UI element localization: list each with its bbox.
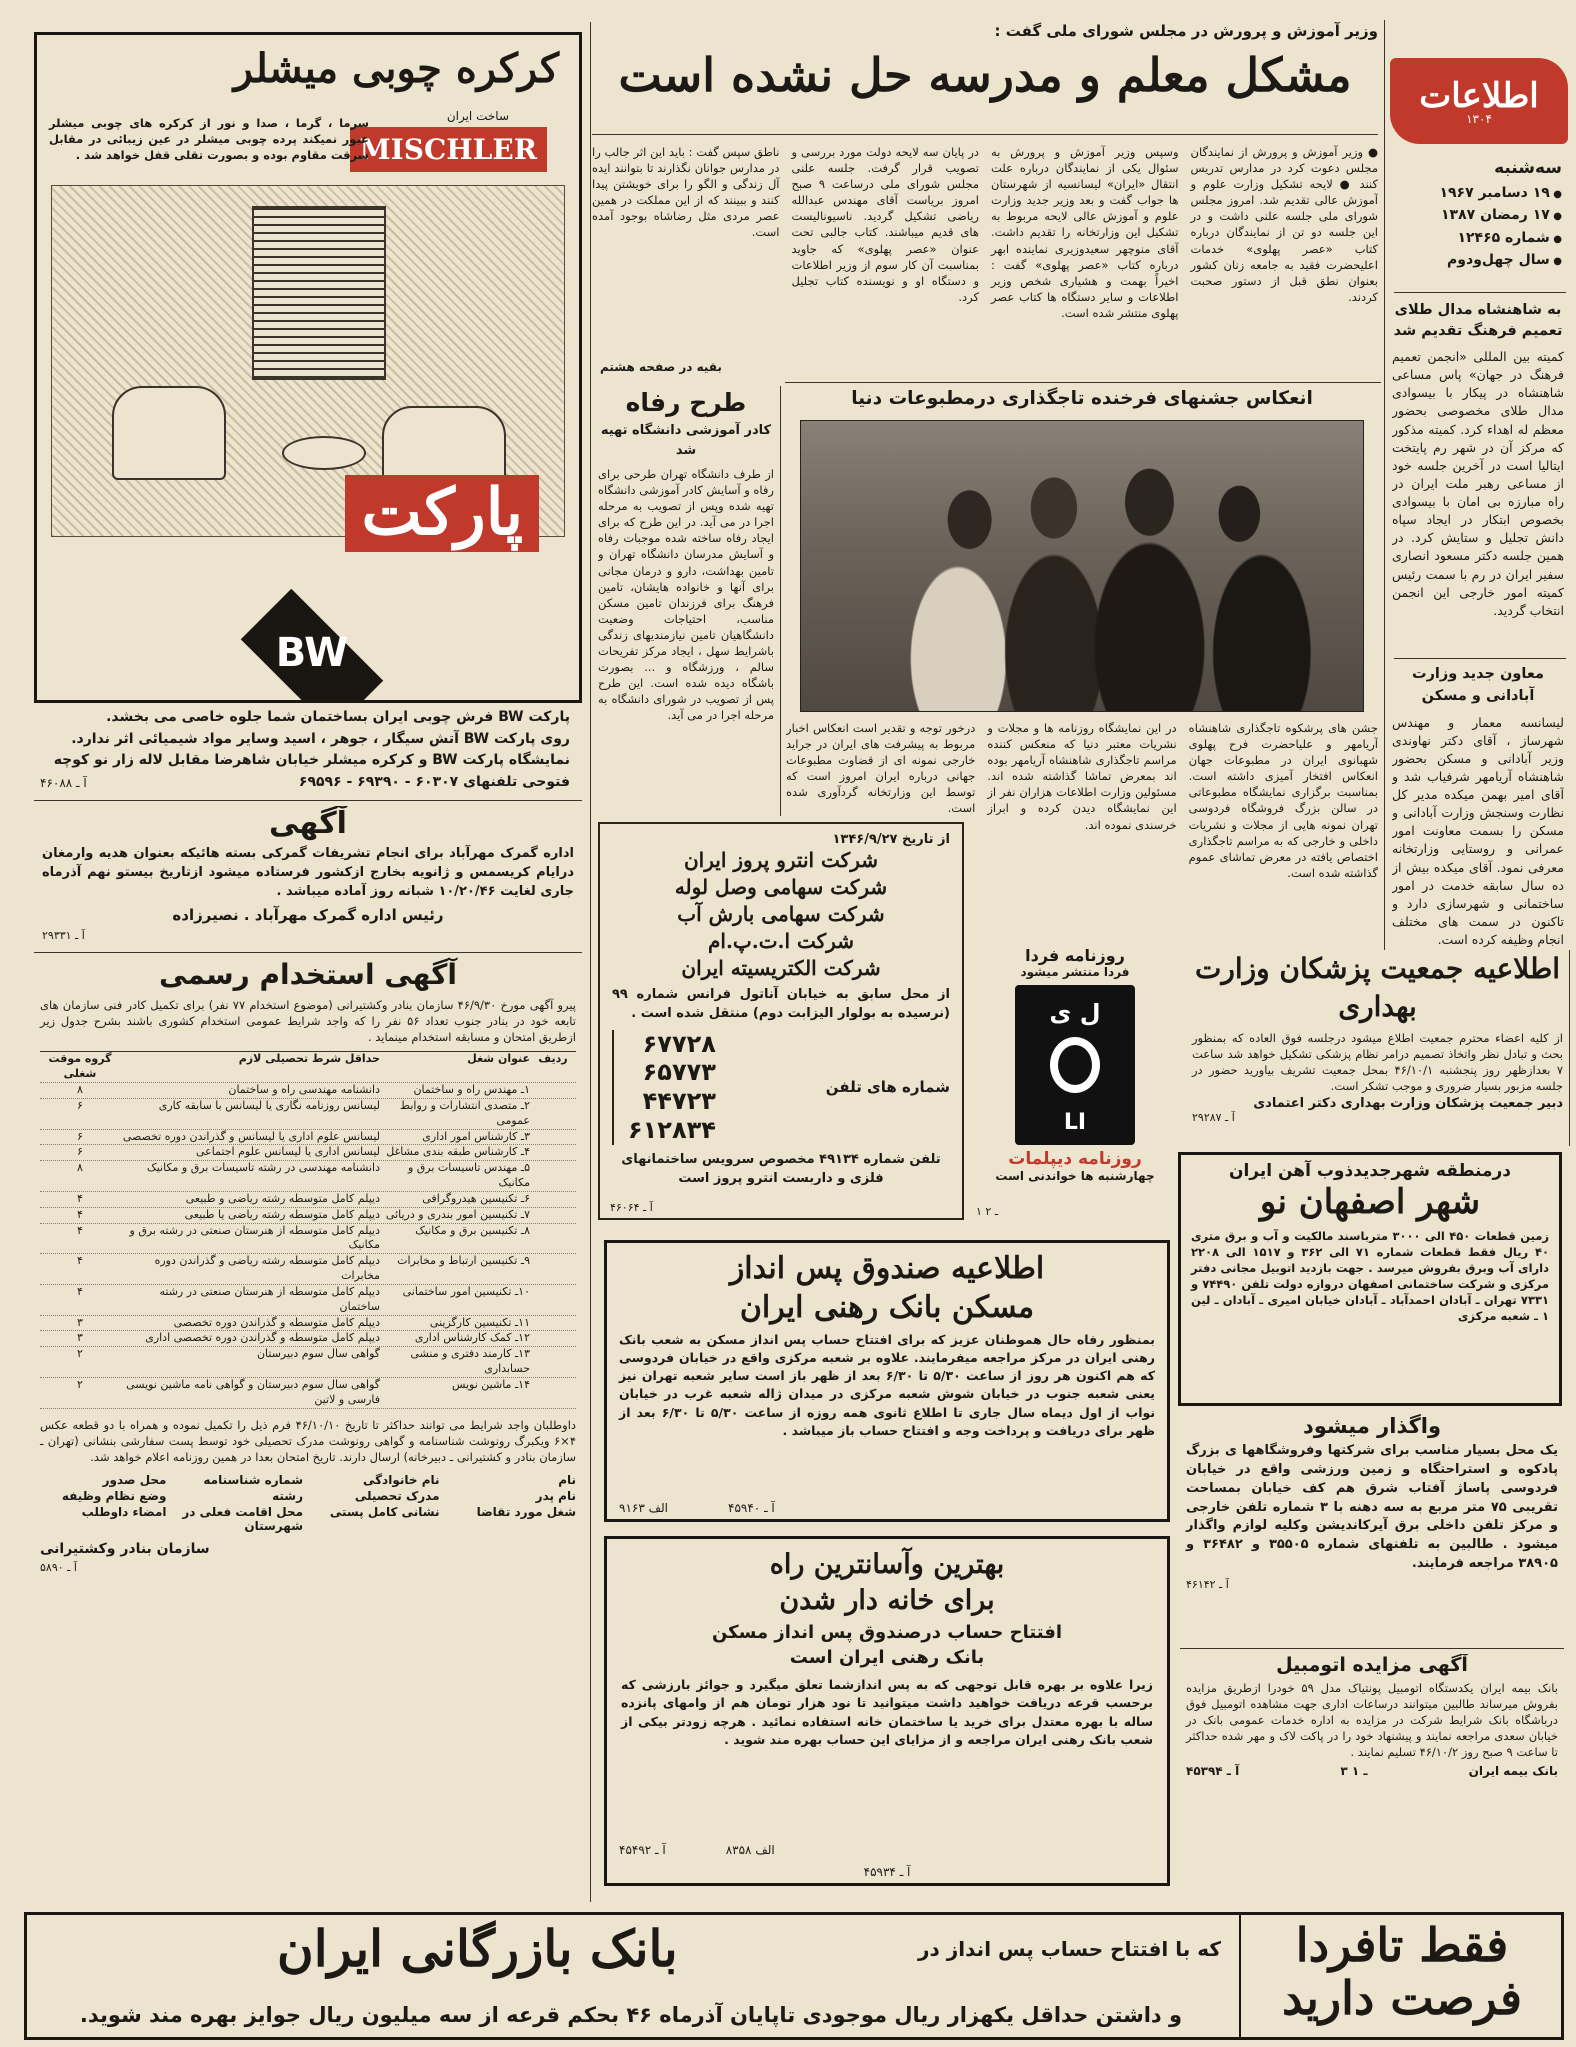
table-row: [40, 1145, 576, 1161]
col-title: عنوان شغل: [467, 1052, 530, 1066]
bank-best-title2: برای خانه دار شدن: [779, 1585, 995, 1617]
table-row: [40, 1285, 576, 1316]
job-req: دیپلم کامل متوسطه و گذراندن دوره تخصصی: [173, 1315, 380, 1329]
table-row: [40, 1331, 576, 1347]
lease-ad: [1180, 1414, 1564, 1646]
welfare-body: از طرف دانشگاه تهران طرحی برای رفاه و آسایش کادر آموزشی دانشگاه تهیه شده وپس از تصویب به مرحله اجرا در می آید. در این طرح که برای ایجاد رفاه ساخته شده موجبات رفاه و آسایش مدرسان دانشگاه تهران و تامین بهداشت، دارو و درمان مجانی برای آنها و خانواده هایشان، تامین فرهنگ برای فرزندان تامین مسکن مناسب، احتیاجات وضعیت دانشگاهیان تامین نیازمندیهای زندگی باشرایط سهل ، ایجاد مرکز تفریحات سالم ، ورزشگاه و ... بصورت باشگاه دیده شده است. این طرح پس از تصویب در شورای دانشگاه به مرحله اجرا در می آید.: [598, 467, 774, 723]
table-row: [40, 1192, 576, 1208]
employment-form: [40, 1473, 576, 1533]
job-title: ۱ـ مهندس راه و ساختمان: [413, 1082, 530, 1096]
issue-day: سه‌شنبه: [1494, 158, 1562, 178]
doctors-sign: دبیر جمعیت پزشکان وزارت بهداری دکتر اعتمادی: [1253, 1095, 1563, 1111]
job-req: دیپلم کامل متوسطه و گذراندن دوره تخصصی اداری: [145, 1331, 380, 1345]
job-grp: ۴: [77, 1191, 83, 1205]
customs-title: آگهی: [269, 806, 347, 841]
company-name: شرکت الکتریسیته ایران: [681, 956, 881, 980]
employment-ad: [34, 956, 582, 1896]
job-title: ۱۱ـ تکنیسین کارگزینی: [429, 1315, 530, 1329]
medal-article: [1392, 300, 1564, 650]
form-field: مدرک تحصیلی: [354, 1488, 440, 1503]
table-row: [40, 1347, 576, 1378]
auction-body: بانک بیمه ایران یکدستگاه اتومبیل پونتیاک مدل ۵۹ خودرا ازطریق مزایده بفروش میرساند طالبین میتوانند درساعات اداری جهت مشاهده اتومبیل فوق درباشگاه بانک شرایط شرکت در مزایده به اداره خدمات عمومی بانک در خیابان سعدی مراجعه نمایند و پیشنهاد خود را در پاکت لاک و مهر شده حداکثر تا ساعت ۹ صبح روز ۴۶/۱۰/۲ تسلیم نمایند .: [1186, 1681, 1558, 1760]
company-name: شرکت سهامی بارش آب: [677, 902, 885, 926]
mischler-footer-l3: نمایشگاه پارکت BW و کرکره میشلر خیابان شاهرضا مقابل لاله زار نو کوچه: [53, 752, 570, 769]
lease-ref: آ ـ ۴۶۱۴۲: [1186, 1577, 1229, 1591]
job-title: ۱۰ـ تکنیسین امور ساختمانی: [402, 1284, 530, 1298]
bazargani-deadline: [1257, 1919, 1547, 2025]
issue-date-gregorian: ● ۱۹ دسامبر ۱۹۶۷: [1392, 182, 1562, 204]
masthead-logo-text: اطلاعات: [1419, 76, 1539, 116]
deputy-body: لیسانسه معمار و مهندس شهرساز ، آقای دکتر نهاوندی وزیر آبادانی و مسکن بحضور شاهنشاه آریامهر شرفیاب شد و آقای امیر بهمن میکده مدیر کل نظارت وسنجش وزارت آبادانی و مسکن را بسمت معاونت امور عمرانی و روستایی وزارتخانه معرفی نمود. آقای میکده بیش از ده سال سابقه خدمت در امور ساختمانی و شهرسازی دارد و تاکنون در سمت های مختلف انجام وظیفه کرده است.: [1392, 714, 1564, 947]
phone-number: ۶۷۷۲۸: [642, 1029, 716, 1058]
mischler-made-in: ساخت ایران: [446, 109, 509, 123]
bw-logo-text: BW: [275, 630, 349, 676]
bank-notice-title2: مسکن بانک رهنی ایران: [739, 1290, 1035, 1325]
diplomat-ad: [972, 946, 1178, 1220]
employment-notes: داوطلبان واجد شرایط می توانند حداکثر تا تاریخ ۴۶/۱۰/۱۰ فرم ذیل را تکمیل نموده و همراه با دو قطعه عکس ۴×۶ ویکبرگ رونوشت شناسنامه و گواهی رونوشت مدرک تحصیلی خود توسط پست سفارشی بنشانی (تهران ـ سازمان بنادر و کشتیرانی ـ دبیرخانه) ارسال دارند. تاریخ امتحان بعدا در همین روزنامه اعلام خواهد شد.: [40, 1417, 577, 1464]
job-title: ۳ـ کارشناس امور اداری: [422, 1129, 530, 1143]
form-field: وضع نظام وظیفه: [61, 1488, 167, 1503]
isfahan-kicker: درمنطقه شهرجدیدذوب آهن ایران: [1228, 1161, 1512, 1181]
medal-title: به شاهنشاه مدال طلای تعمیم فرهنگ تقدیم شد: [1393, 302, 1563, 340]
diplomat-logo-mark: [1050, 1037, 1100, 1093]
job-req: دیپلم کامل متوسطه از هنرستان صنعتی در رشته برق و مکانیک: [129, 1223, 380, 1252]
intourist-ref: آ ـ ۴۶۰۶۴: [610, 1201, 653, 1214]
job-title: ۱۴ـ ماشین نویس: [451, 1378, 530, 1391]
form-field: رشته: [272, 1488, 303, 1503]
job-grp: ۳: [77, 1331, 83, 1345]
job-req: دانشنامه مهندسی راه و ساختمان: [228, 1082, 380, 1096]
job-title: ۱۲ـ کمک کارشناس اداری: [414, 1331, 530, 1345]
employment-table: [40, 1051, 576, 1408]
lead-article: [592, 22, 1378, 378]
lease-title: واگذار میشود: [1302, 1414, 1442, 1438]
job-grp: ۳: [77, 1315, 83, 1329]
form-field: نام پدر: [535, 1488, 576, 1503]
diplomat-sub: فردا منتشر میشود: [1020, 965, 1130, 979]
customs-ref: آ ـ ۲۹۳۳۱: [42, 929, 85, 942]
job-req: دیپلم کامل متوسطه رشته ریاضی و طبیعی: [185, 1191, 380, 1205]
job-req: لیسانس علوم اداری یا لیسانس و گذراندن دوره تخصصی: [122, 1129, 380, 1143]
bazargani-bank-name: بانک بازرگانی ایران: [277, 1919, 678, 1978]
form-field: محل اقامت فعلی در شهرستان: [182, 1504, 303, 1533]
intourist-phones: [612, 1030, 950, 1145]
job-title: ۲ـ متصدی انتشارات و روابط عمومی: [399, 1098, 530, 1127]
col-row: ردیف: [538, 1052, 568, 1066]
bank-best-ref: آ ـ ۴۵۴۹۲: [619, 1843, 666, 1857]
employment-table-header: [40, 1052, 576, 1083]
mischler-footer-l2: روی پارکت BW آتش سیگار ، جوهر ، اسید وسایر مواد شیمیائی اثر ندارد.: [71, 730, 570, 747]
bazargani-left-l2: فرصت دارید: [1281, 1970, 1523, 2025]
lead-kicker: وزیر آموزش و پرورش در مجلس شورای ملی گفت :: [994, 22, 1378, 40]
bank-notice-title1: اطلاعیه صندوق پس انداز: [729, 1251, 1045, 1286]
doctors-ref: آ ـ ۲۹۲۸۷: [1192, 1110, 1235, 1124]
auction-title: آگهی مزایده اتومبیل: [1276, 1654, 1468, 1676]
table-row: [40, 1161, 576, 1192]
customs-sign: رئیس اداره گمرک مهرآباد . نصیرزاده: [172, 905, 444, 924]
mischler-ref: آ ـ ۴۶۰۸۸: [40, 776, 87, 790]
jubilee-col3: درخور توجه و تقدیر است انعکاس اخبار مربوط به پیشرفت های ایران در جراید خارجی نمونه ای از قضاوت مطبوعات جهانی درباره ایران امروز است که توسط این وزارتخانه گردآوری شده است.: [786, 721, 976, 816]
employment-title: آگهی استخدام رسمی: [159, 958, 457, 991]
job-req: گواهی سال سوم دبیرستان: [256, 1347, 380, 1361]
job-title: ۷ـ تکنیسین امور بندری و دریائی: [385, 1207, 530, 1221]
job-title: ۴ـ کارشناس طبقه بندی مشاغل: [386, 1145, 530, 1159]
form-field: امضاء داوطلب: [81, 1504, 167, 1519]
phone-number: ۴۴۷۲۳: [642, 1087, 716, 1116]
job-grp: ۴: [77, 1254, 83, 1268]
bazargani-mid-top: که با افتتاح حساب پس انداز در: [918, 1937, 1221, 1961]
company-name: شرکت سهامی وصل لوله: [674, 875, 888, 899]
mischler-text: سرما ، گرما ، صدا و نور از کرکره های چوبی میشلر عبور نمیکند پرده چوبی میشلر در عین زیبائی در مقابل سرقت مقاوم بوده و بصورت تقلی قفل خواهد شد .: [49, 116, 369, 163]
customs-body: اداره گمرک مهرآباد برای انجام تشریفات گمرکی بسته هائیکه بعنوان هدیه وارمغان درایام کریسمس و ژانویه بخارج ازکشور فرستاده میشود ازتاریخ بیستو نهم آذرماه جاری لغایت ۱۰/۲۰/۴۶ شبانه روز آماده میباشد .: [42, 846, 574, 899]
job-grp: ۴: [77, 1284, 83, 1298]
deputy-title: معاون جدید وزارت آبادانی و مسکن: [1412, 666, 1544, 704]
bazargani-left-l1: فقط تافردا: [1295, 1918, 1509, 1972]
diplomat-brand: روزنامه دیپلمات: [1008, 1149, 1142, 1169]
isfahan-title: شهر اصفهان نو: [1259, 1182, 1481, 1222]
col-req: حداقل شرط تحصیلی لازم: [238, 1052, 380, 1066]
lead-headline: مشکل معلم و مدرسه حل نشده است: [618, 48, 1352, 102]
diplomat-ref: ۱ ـ ۲: [976, 1205, 999, 1218]
job-grp: ۲: [77, 1378, 83, 1391]
issue-dates: [1392, 182, 1562, 272]
employment-sign: سازمان بنادر وکشتیرانی: [40, 1540, 210, 1557]
lease-body: یک محل بسیار مناسب برای شرکتها وفروشگاهها ی بزرگ پادکوه و استراحتگاه و زمین ورزشی واقع در خیابان فردوسی پاساژ آفتاب شرق هم کف خیابان بمساحت تقریبی ۷۵ متر مربع به سه دهنه با ۳ شماره تلفن خارجی و مرکز تلفن داخلی برق آیرکاندیشن وکلیه لوازم واگذار میشود . طالبین به تلفنهای شماره ۳۵۵۰۵ و ۳۶۴۸۲ و ۳۸۹۰۵ مراجعه فرمایند.: [1186, 1443, 1558, 1572]
diplomat-tag: چهارشنبه ها خواندنی است: [995, 1169, 1155, 1183]
job-title: ۹ـ تکنیسین ارتباط و مخابرات: [397, 1254, 530, 1268]
job-grp: ۶: [77, 1145, 83, 1159]
table-row: [40, 1378, 576, 1409]
bazargani-bottom: و داشتن حداقل یکهزار ریال موجودی تاپایان آذرماه ۴۶ بحکم قرعه از سه میلیون ریال جوایز بهره مند شوید.: [79, 2003, 1183, 2027]
doctors-body: از کلیه اعضاء محترم جمعیت اطلاع میشود درجلسه فوق العاده که بمنظور بحث و تبادل نظر واتخاذ تصمیم درامر نظام پزشکی تشکیل خواهد شد ساعت ۷ بعدازظهر روز پنجشنبه ۴۶/۱۰/۱ بمحل جمعیت تشریف بیاورید حضور در جلسه مزبور بسیار ضروری و موجب تشکر است.: [1192, 1030, 1563, 1093]
mischler-footer-l4: فتوحی تلفنهای ۶۰۳۰۷ - ۶۹۳۹۰ - ۶۹۵۹۶: [298, 774, 570, 791]
phone-number: ۶۱۲۸۳۴: [628, 1116, 716, 1145]
welfare-subhead: کادر آموزشی دانشگاه تهیه شد: [600, 423, 772, 458]
bank-best-ad: [604, 1536, 1170, 1886]
doctors-ad: [1186, 950, 1570, 1146]
employment-ref: آ ـ ۵۸۹۰: [40, 1560, 77, 1574]
job-req: دیپلم کامل متوسطه رشته ریاضی و گذراندن دوره مخابرات: [154, 1254, 380, 1283]
mischler-ad: [34, 32, 582, 792]
issue-number: ● شماره ۱۲۴۶۵: [1392, 227, 1562, 249]
form-field: نشانی کامل پستی: [329, 1504, 440, 1519]
table-row: [40, 1208, 576, 1224]
auction-ref: آ ـ ۴۵۳۹۴: [1186, 1764, 1240, 1779]
job-grp: ۲: [77, 1347, 83, 1361]
bank-best-body: زیرا علاوه بر بهره قابل توجهی که به پس اندازشما تعلق میگیرد و جوائز بارزشی که برحسب قرعه دریافت خواهید داشت میتوانید تا نود هزار تومان هم از وامهای پانزده ساله با بهره معتدل برای خرید یا ساختمان خانه استفاده نمائید . هرچه زودتر بیکی از شعب بانک رهنی ایران مراجعه و از مزایای این حساب بهره مند شوید .: [621, 1677, 1153, 1747]
bank-notice-ref: آ ـ ۴۵۹۴۰: [728, 1501, 775, 1515]
doctors-title: اطلاعیه جمعیت پزشکان وزارت بهداری: [1194, 952, 1561, 1023]
phones-label: شماره های تلفن: [825, 1078, 950, 1097]
job-grp: ۸: [77, 1082, 83, 1096]
diplomat-logo-bottom: LI: [1063, 1110, 1087, 1135]
masthead-logo: [1390, 58, 1568, 144]
bank-best-ref2: الف ۸۳۵۸: [725, 1843, 775, 1857]
mischler-title: کرکره چوبی میشلر: [233, 45, 559, 92]
job-grp: ۶: [77, 1129, 83, 1143]
company-name: شرکت انترو پروز ایران: [683, 848, 878, 872]
bank-best-title1: بهترین وآسانترین راه: [769, 1549, 1005, 1580]
auction-ad: [1180, 1654, 1564, 1902]
job-req: لیسانس اداری یا لیسانس علوم اجتماعی: [196, 1145, 380, 1159]
job-grp: ۴: [77, 1207, 83, 1221]
intourist-companies: [612, 847, 950, 982]
job-grp: ۶: [77, 1098, 83, 1112]
form-field: شماره شناسنامه: [203, 1472, 303, 1487]
job-req: دیپلم کامل متوسطه از هنرستان صنعتی در رشته ساختمان: [159, 1284, 380, 1313]
isfahan-ad: [1178, 1152, 1562, 1406]
table-row: [40, 1083, 576, 1099]
diplomat-logo-top: ل ی: [1049, 999, 1101, 1027]
job-req: دانشنامه مهندسی در رشته تاسیسات برق و مکانیک: [146, 1161, 380, 1175]
issue-year: ● سال چهل‌ودوم: [1392, 249, 1562, 271]
jubilee-photo: [800, 420, 1364, 712]
job-title: ۵ـ مهندس تاسیسات برق و مکانیک: [407, 1161, 530, 1190]
auction-sign: بانک بیمه ایران: [1468, 1764, 1558, 1779]
jubilee-col2: در این نمایشگاه روزنامه ها و مجلات و نشریات معتبر دنیا که منعکس کننده مراسم تاجگذاری شاهنشاه آریامهر بوده اند بمعرض تماشا گذاشته شده اند. مسئولین وزارت اطلاعات هزاران نفر از این نمایشگاه دیدن کرده و ابراز خرسندی نموده اند.: [987, 721, 1177, 832]
table-row: [40, 1316, 576, 1332]
form-field: نام: [558, 1472, 576, 1487]
customs-ad: [34, 806, 582, 946]
phone-number: ۶۵۷۷۳: [642, 1058, 716, 1087]
table-row: [40, 1254, 576, 1285]
lead-continued: بقیه در صفحه هشتم: [600, 360, 722, 374]
employment-intro: پیرو آگهی مورخ ۴۶/۹/۳۰ سازمان بنادر وکشتیرانی (موضوع استخدام ۷۷ نفر) برای تکمیل کادر فنی سازمان های تابعه خود در بنادر جنوب تعداد ۵۶ نفر را که واجد شرایط عمومی استخدام کشوری باشند بشرح جدول زیر ازطریق امتحان و مسابقه استخدام مینماید .: [40, 998, 577, 1045]
bank-best-title3: افتتاح حساب درصندوق پس انداز مسکن: [711, 1621, 1063, 1643]
bank-notice-ad: [604, 1240, 1170, 1522]
job-req: لیسانس روزنامه نگاری یا لیسانس با سابقه کاری: [158, 1098, 380, 1112]
table-row: [40, 1224, 576, 1255]
mischler-brand: MISCHLER: [350, 127, 547, 172]
bazargani-bank-ad: [24, 1912, 1564, 2040]
job-title: ۸ـ تکنیسین برق و مکانیک: [415, 1223, 530, 1237]
col-group: گروه موقت شغلی: [48, 1052, 112, 1081]
job-title: ۱۳ـ کارمند دفتری و منشی حسابداری: [410, 1347, 530, 1376]
jubilee-col1: جشن های پرشکوه تاجگذاری شاهنشاه آریامهر و علیاحضرت فرح پهلوی شهبانوی ایران در مطبوعات جهان انعکاس افتخار آمیزی داشته است. بمناسبت برگزاری نمایشگاه مطبوعاتی در سالن بزرگ فروشگاه فردوسی تهران نمونه هایی از مجلات و نشریات داخلی و خارجی که به مراسم تاجگذاری اختصاص یافته در معرض تماشای عموم گذاشته شده است.: [1188, 721, 1378, 880]
deputy-article: [1392, 664, 1564, 949]
job-title: ۶ـ تکنیسین هیدروگرافی: [422, 1191, 530, 1205]
diplomat-logo: [1015, 985, 1135, 1145]
issue-info: [1392, 158, 1562, 288]
welfare-headline: طرح رفاه: [625, 388, 747, 417]
job-req: دیپلم کامل متوسطه رشته ریاضی یا طبیعی: [184, 1207, 380, 1221]
bank-notice-body: بمنظور رفاه حال هموطنان عزیز که برای افتتاح حساب پس انداز مسکن به شعب بانک رهنی ایران در مرکز مراجعه میفرمایند. علاوه بر شعبه مرکزی واقع در خیابان فردوسی که هم اکنون هر روز از ساعت ۵/۳۰ تا ۶/۳۰ بعد از ظهر باز است سایر شعبه تهران نیز یعنی شعبه جنوب در خیابان شوش شعبه مرکزی در میدان ژاله شعبه غرب در خیابان نواب از اول دیماه سال جاری تا اطلاع ثانوی همه روزه از ساعت ۵/۳۰ تا ۶/۳۰ بعد از ظهر برای دریافت و پرداخت وجه و افتتاح حساب باز میباشد .: [619, 1332, 1156, 1438]
mischler-footer-l1: پارکت BW فرش چوبی ایران بساختمان شما جلوه خاصی می بخشد.: [106, 709, 570, 725]
isfahan-body: زمین قطعات ۴۵۰ الی ۳۰۰۰ مترباسند مالکیت و آب و برق متری ۴۰ ریال فقط قطعات شماره ۷۱ الی ۳۶۲ و ۱۵۱۷ الی ۲۲۰۸ دارای آب وبرق بفروش میرسد . جهت بازدید اتوبیل مجانی دفتر مرکزی و شرکت ساختمانی اصفهان دروازه دولت تلفن ۷۴۴۹۰ و ۷۳۳۱ تهران ـ آبادان احمدآباد ـ آبادان خیابان امیری ـ آبادان ـ لین ۱ ـ شعبه مرکزی: [1191, 1228, 1550, 1323]
intourist-move: از محل سابق به خیابان آناتول فرانس شماره ۹۹ (نرسیده به بولوار الیزابت دوم) منتقل شده است .: [612, 987, 950, 1021]
intourist-ad: [598, 822, 964, 1220]
masthead-logo-year: ۱۳۰۴: [1466, 112, 1492, 126]
intourist-service: تلفن شماره ۴۹۱۳۴ مخصوص سرویس ساختمانهای فلزی و داربست انترو پروز است: [621, 1151, 941, 1186]
bank-best-title4: بانک رهنی ایران است: [789, 1647, 985, 1669]
form-field: محل صدور: [102, 1472, 167, 1487]
bank-notice-ref2: الف ۹۱۶۳: [619, 1501, 669, 1515]
job-grp: ۸: [77, 1161, 83, 1175]
job-grp: ۴: [77, 1223, 83, 1237]
form-field: نام خانوادگی: [362, 1472, 440, 1487]
table-row: [40, 1099, 576, 1130]
lead-col2: وسپس وزیر آموزش و پرورش به سئوال یکی از نمایندگان درباره علت انتقال «ایران» لیسانسیه از شهرستان ها جواب گفت و بعد وزیر جدید وزارت علوم و آموزش عالی لایحه مربوط به تشکیل این وزارتخانه را تقدیم داشت. آقای منوچهر سعیدوزیری نماینده ابهر درباره کتاب «عصر پهلوی» گفت : اخیراً بهمت و هشیاری شخص وزیر اطلاعات و سایر دستگاه ها کتاب عصر پهلوی منتشر شده است.: [991, 145, 1179, 320]
auction-ref2: ۳ ـ ۱: [1340, 1764, 1368, 1779]
table-row: [40, 1130, 576, 1146]
issue-date-hijri: ● ۱۷ رمضان ۱۳۸۷: [1392, 204, 1562, 226]
job-req: گواهی سال سوم دبیرستان و گواهی نامه ماشین نویسی فارسی و لاتین: [126, 1378, 380, 1406]
parket-label: پارکت: [345, 475, 539, 552]
lead-col1: ● وزیر آموزش و پرورش از نمایندگان مجلس دعوت کرد در مدارس تدریس کنند ● لایحه تشکیل وزارت علوم و آموزش عالی تقدیم شد. امروز مجلس شورای ملی جلسه علنی داشت و در این جلسه دو تن از نمایندگان درباره کتاب «عصر پهلوی» خدمات اعلیحضرت فقید به جامعه زنان کشور بعنوان نطق قبل از دستور صحبت کردند.: [1190, 145, 1378, 304]
welfare-article: [598, 388, 774, 818]
lead-col4: ناطق سپس گفت : باید این اثر جالب را در مدارس جوانان نگذارند تا بتوانند ایده آل زندگی و الگو را برای خویشتن پیدا کنند و ببینند که از این مملکت در همین عصر مردی مثل رضاشاه بوجود آمده است.: [592, 145, 780, 240]
lead-col3: در پایان سه لایحه دولت مورد بررسی و تصویب قرار گرفت. جلسه علنی مجلس شورای ملی درساعت ۹ صبح امروز بریاست آقای مهندس عبدالله ریاضی تشکیل گردید. ناسیونالیست های قدیم میباشند. کتاب جالبی تحت عنوان «عصر پهلوی» که جاوید بمناسبت آن کار سوم از وزیر اطلاعات و دستگاه او و نویسنده کتاب تجلیل کرد.: [791, 145, 979, 304]
bank-best-ref3: آ ـ ۴۵۹۳۴: [863, 1865, 911, 1879]
jubilee-headline: انعکاس جشنهای فرخنده تاجگذاری درمطبوعات دنیا: [851, 388, 1313, 409]
medal-body: کمیته بین المللی «انجمن تعمیم فرهنگ در جهان» پاس مساعی شاهنشاه در پیکار با بیسوادی مدال طلای مخصوصی بحضور معظم له اهداء کرد. کمیته مذکور که مرکز آن در شهر رم پایتخت ایتالیا است در آخرین جلسه خود از مساعی رهبر ملت ایران در راه مبارزه بی امان با بیسوادی بخصوص ابتکار در ایجاد سپاه دانش تجلیل و ستایش کرد. در همین جلسه دکتر مسعود انصاری سفیر ایران در رم با سمت رئیس کمیته امور خارجی این انجمن انتخاب گردید.: [1392, 349, 1564, 618]
form-field: شغل مورد تقاضا: [476, 1504, 576, 1519]
phone-list: [612, 1030, 716, 1145]
company-name: شرکت ا.ت.پ.ام: [708, 929, 854, 953]
diplomat-title: روزنامه فردا: [1025, 946, 1125, 965]
intourist-date: از تاریخ ۱۳۴۶/۹/۲۷: [832, 832, 950, 847]
